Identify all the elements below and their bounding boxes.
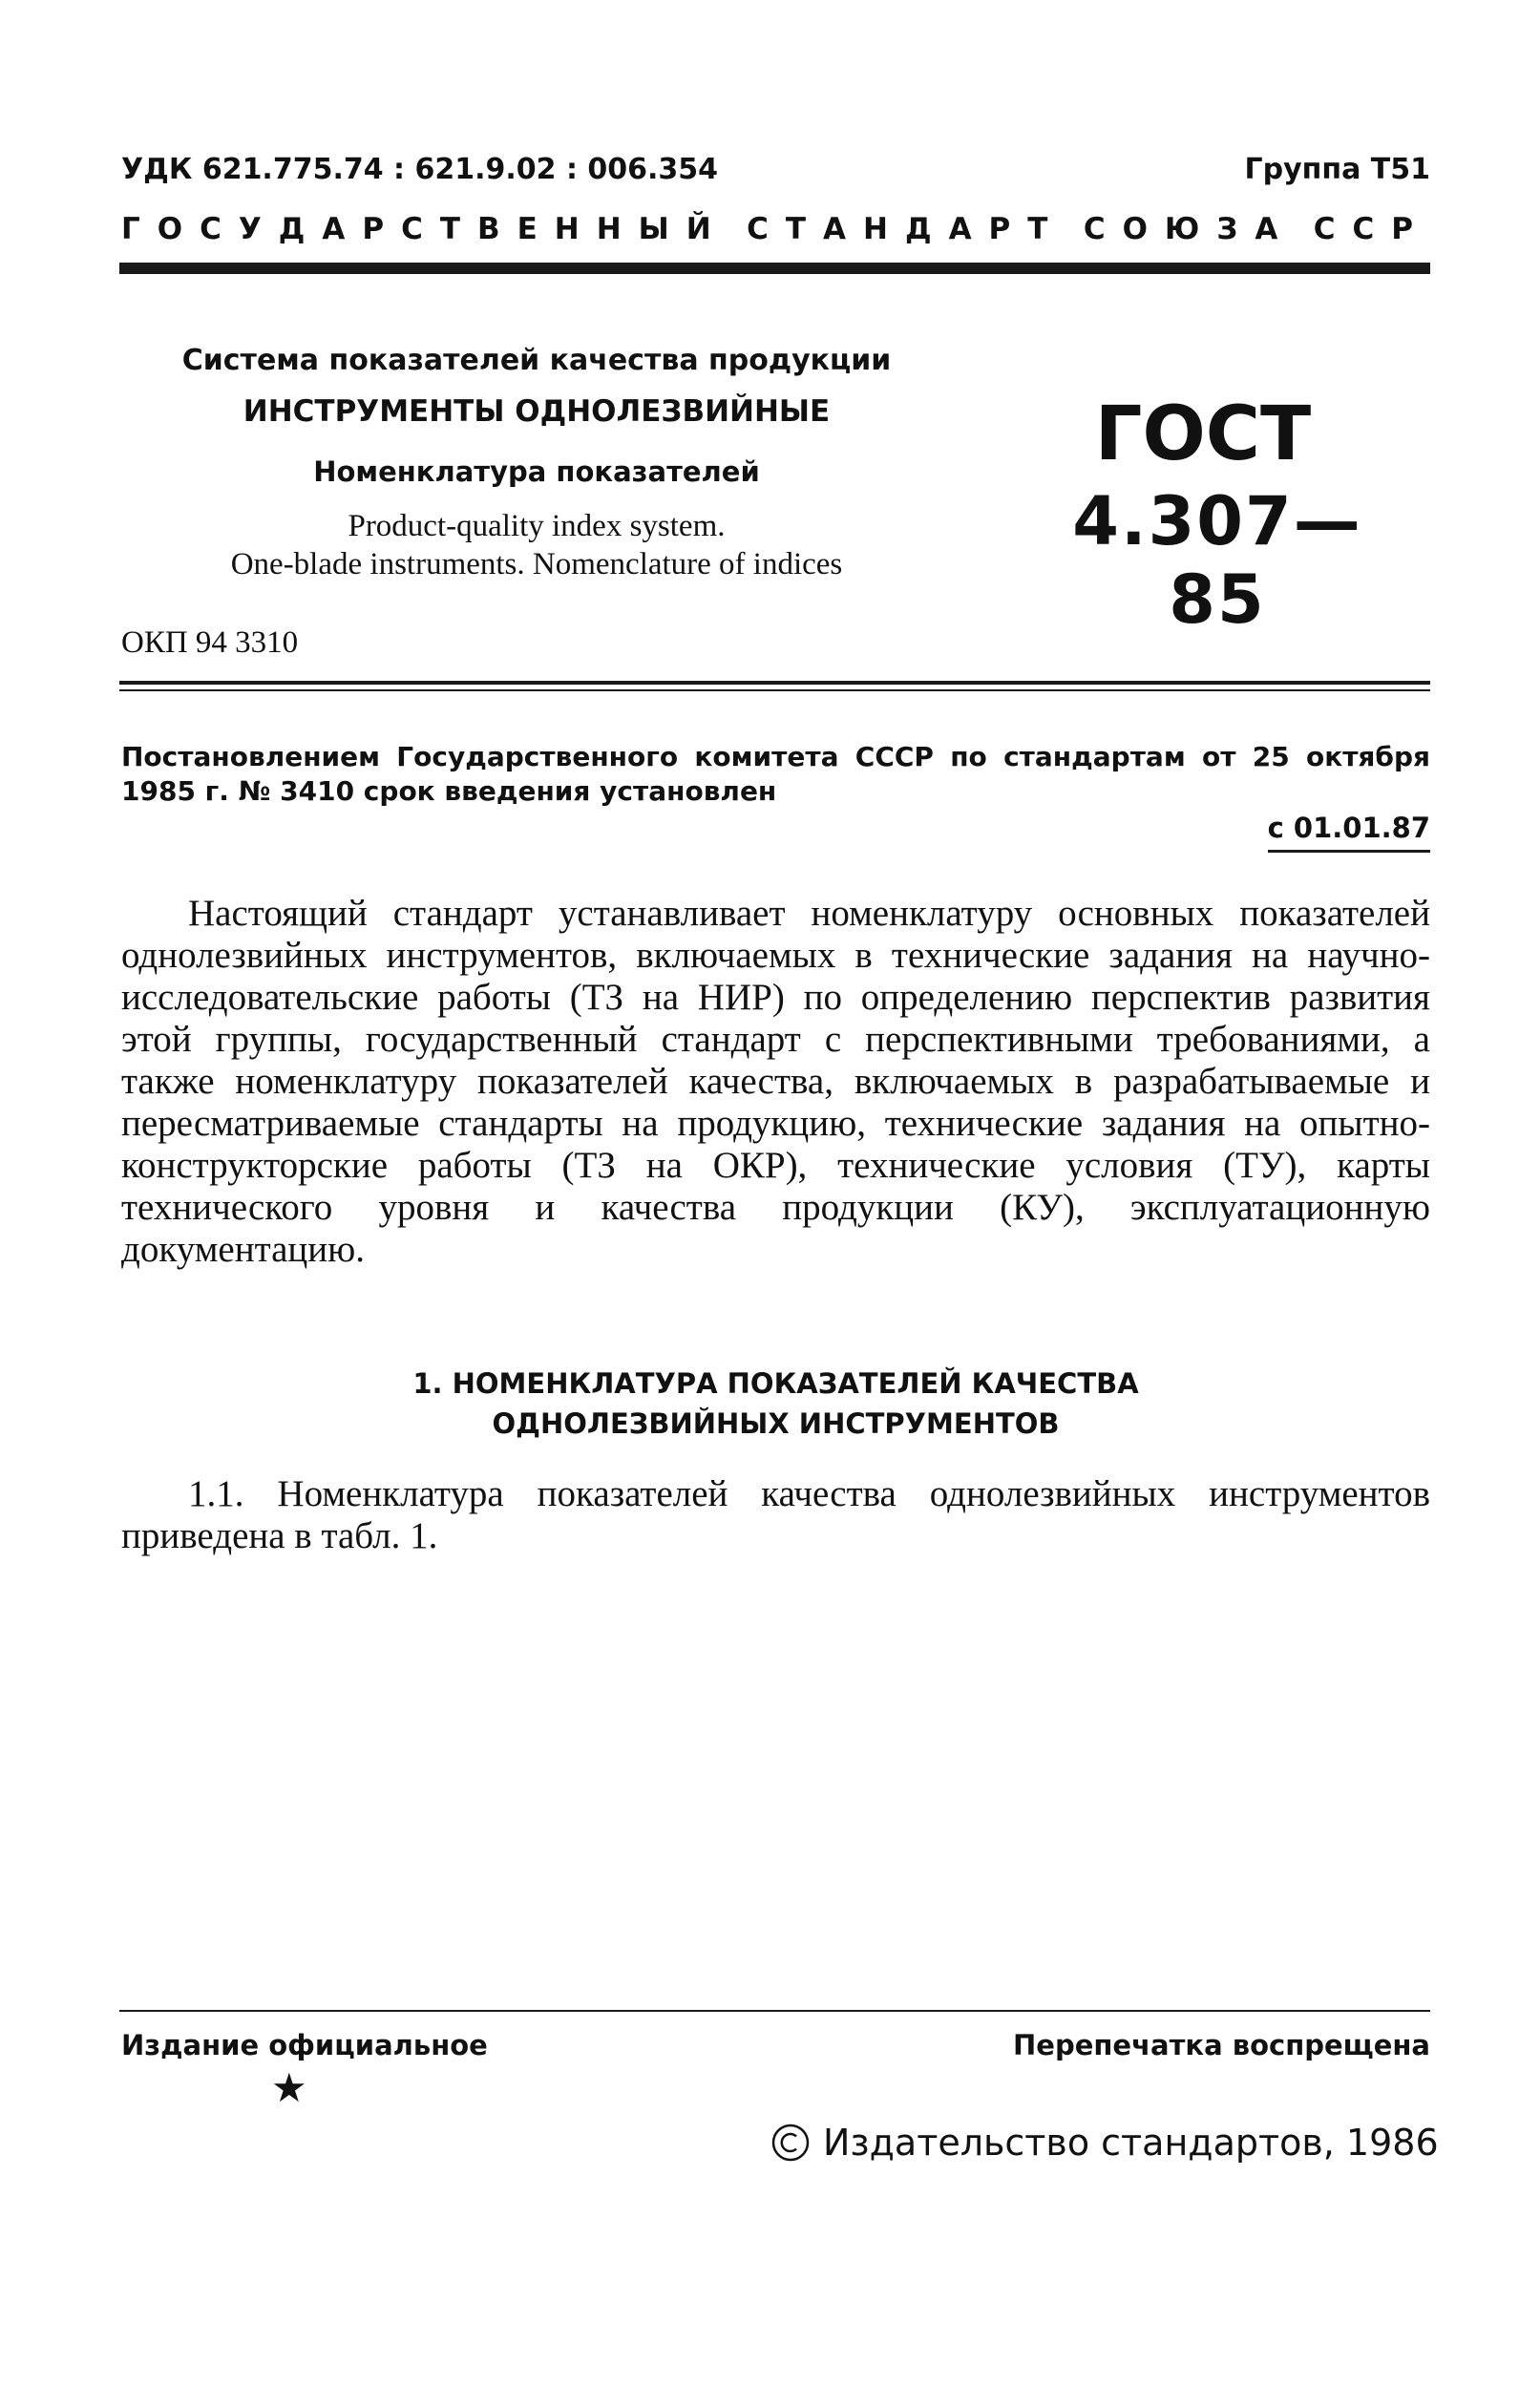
- section-heading-line: 1. НОМЕНКЛАТУРА ПОКАЗАТЕЛЕЙ КАЧЕСТВА: [412, 1367, 1139, 1400]
- state-standard-banner: [121, 212, 1430, 246]
- product-title: ИНСТРУМЕНТЫ ОДНОЛЕЗВИЙНЫЕ: [243, 394, 831, 429]
- clause-paragraph: 1.1. Номенклатура показателей качества однолезвийных инструментов приведена в табл. 1.: [121, 1473, 1430, 1556]
- header-divider: [119, 263, 1430, 274]
- section-heading: [121, 1363, 1430, 1444]
- copyright: [771, 2122, 1439, 2164]
- decree-text: Постановлением Государственного комитета СССР по стандартам от 25 октября 1985 г. № 3410 срок введения установлен: [121, 741, 1430, 807]
- system-title: Система показателей качества продукции: [181, 344, 892, 377]
- section-divider: [119, 681, 1430, 685]
- effective-date: с 01.01.87: [1268, 812, 1430, 853]
- star-icon: ★: [271, 2067, 307, 2111]
- english-title-line: One-blade instruments. Nomenclature of indices: [230, 547, 843, 581]
- intro-paragraph: Настоящий стандарт устанавливает номенклатуру основных показателей однолезвийных инструментов, включаемых в технические задания на научно-исследовательские работы (ТЗ на НИР) по определению перспектив развития этой группы, государственный стандарт с перспективными требованиями, а также номенклатуру показателей качества, включаемых в разрабатываемые и пересматриваемые стандарты на продукцию, технические задания на опытно-конструкторские работы (ТЗ на ОКР), технические условия (ТУ), карты технического уровня и качества продукции (КУ), эксплуатационную документацию.: [121, 893, 1430, 1270]
- udc-code: УДК 621.775.74 : 621.9.02 : 006.354: [121, 153, 719, 186]
- reprint-prohibited: Перепечатка воспрещена: [1013, 2029, 1430, 2061]
- copyright-icon: [771, 2124, 810, 2162]
- section-heading-line: ОДНОЛЕЗВИЙНЫХ ИНСТРУМЕНТОВ: [492, 1407, 1060, 1440]
- gost-label: ГОСТ: [1094, 391, 1312, 477]
- banner-word: СОЮЗА: [1083, 212, 1296, 246]
- official-edition: Издание официальное: [121, 2029, 488, 2061]
- copyright-text: Издательство стандартов, 1986: [823, 2122, 1439, 2164]
- nomenclature-subtitle: Номенклатура показателей: [313, 455, 760, 488]
- banner-word: СТАНДАРТ: [747, 212, 1065, 246]
- okp-code: ОКП 94 3310: [121, 625, 299, 660]
- footer-divider: [119, 2010, 1430, 2012]
- section-divider: [119, 689, 1430, 691]
- banner-word: ССР: [1313, 212, 1430, 246]
- group-code: Группа Т51: [1244, 153, 1430, 186]
- gost-number: 4.307—85: [1072, 482, 1362, 639]
- english-title-line: Product-quality index system.: [348, 509, 726, 543]
- title-block: [121, 344, 952, 583]
- banner-word: ГОСУДАРСТВЕННЫЙ: [121, 212, 728, 246]
